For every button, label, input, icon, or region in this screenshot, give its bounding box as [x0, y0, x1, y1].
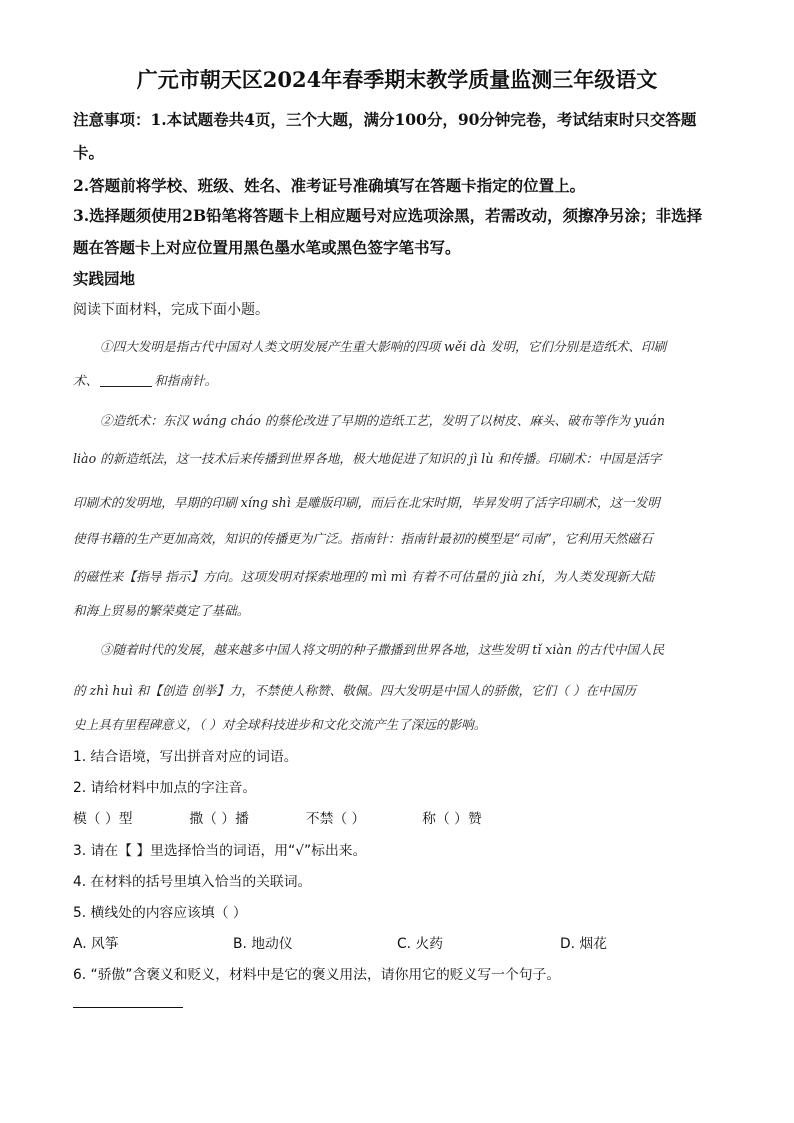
q2-item-mo: 模（ ）型: [73, 811, 133, 827]
q2-item-bujin: 不禁（ ）: [305, 811, 366, 827]
question-5: 5. 横线处的内容应该填（ ）: [73, 905, 247, 921]
q2-item-sa: 撒（ ）播: [189, 811, 249, 827]
passage-p1-line2-end: 和指南针。: [154, 373, 218, 388]
passage-p1-line2-start: 术、: [73, 373, 99, 388]
instruction-text: 阅读下面材料，完成下面小题。: [73, 302, 269, 318]
passage-p1-line1: ①四大发明是指古代中国对人类文明发展产生重大影响的四项 wěi dà 发明，它们分别是造纸术、印刷: [100, 339, 667, 354]
fill-blank-line: [100, 374, 152, 387]
note-line-5: 题在答题卡上对应位置用黑色墨水笔或黑色签字笔书写。: [73, 238, 461, 257]
passage-p2-line5: 的磁性来【指导 指示】方向。这项发明对探索地理的 mì mì 有着不可估量的 jià zhí，为人类发现新大陆: [73, 569, 655, 584]
answer-line: [73, 1007, 183, 1008]
question-2: 2. 请给材料中加点的字注音。: [73, 780, 257, 796]
passage-p3-line3: 史上具有里程碑意义，（ ）对全球科技进步和文化交流产生了深远的影响。: [73, 717, 487, 732]
passage-p1-line2: [73, 370, 723, 389]
exam-title: 广元市朝天区2024年春季期末教学质量监测三年级语文: [136, 67, 658, 92]
passage-p3-line1: ③随着时代的发展，越来越多中国人将文明的种子撒播到世界各地，这些发明 tǐ xiàn 的古代中国人民: [100, 642, 665, 657]
question-1: 1. 结合语境，写出拼音对应的词语。: [73, 749, 298, 765]
question-2-items: [73, 807, 482, 827]
note-line-4: 3.选择题须使用2B铅笔将答题卡上相应题号对应选项涂黑，若需改动，须擦净另涂；非选择: [73, 206, 703, 225]
passage-p2-line2: liào 的新造纸法，这一技术后来传播到世界各地，极大地促进了知识的 jì lù 和传播。印刷术：中国是活字: [73, 451, 662, 466]
q5-option-d: D. 烟花: [560, 936, 607, 952]
q5-option-c: C. 火药: [397, 936, 443, 952]
question-4: 4. 在材料的括号里填入恰当的关联词。: [73, 874, 312, 890]
passage-p3-line2: 的 zhì huì 和【创造 创举】力，不禁使人称赞、敬佩。四大发明是中国人的骄傲，它们（ ）在中国历: [73, 683, 636, 698]
note-line-2: 卡。: [73, 143, 105, 162]
question-3: 3. 请在【 】里选择恰当的词语，用“√”标出来。: [73, 843, 367, 859]
section-title: 实践园地: [73, 269, 136, 288]
note-line-1: 注意事项：1.本试题卷共4页，三个大题，满分100分，90分钟完卷，考试结束时只交答题: [73, 110, 697, 129]
q5-option-a: A. 风筝: [73, 936, 119, 952]
q2-item-cheng: 称（ ）赞: [422, 811, 482, 827]
passage-p2-line1: ②造纸术：东汉 wáng cháo 的蔡伦改进了早期的造纸工艺，发明了以树皮、麻头、破布等作为 yuán: [100, 413, 665, 428]
note-line-3: 2.答题前将学校、班级、姓名、准考证号准确填写在答题卡指定的位置上。: [73, 176, 586, 195]
passage-p2-line6: 和海上贸易的繁荣奠定了基础。: [73, 603, 250, 618]
passage-p2-line3: 印刷术的发明地，早期的印刷 xíng shì 是雕版印刷，而后在北宋时期，毕昇发明了活字印刷术，这一发明: [73, 495, 660, 510]
q5-option-b: B. 地动仪: [233, 936, 293, 952]
question-6: 6. “骄傲”含褒义和贬义，材料中是它的褒义用法，请你用它的贬义写一个句子。: [73, 967, 561, 983]
passage-p2-line4: 使得书籍的生产更加高效，知识的传播更为广泛。指南针：指南针最初的模型是“司南”，它利用天然磁石: [73, 531, 653, 546]
